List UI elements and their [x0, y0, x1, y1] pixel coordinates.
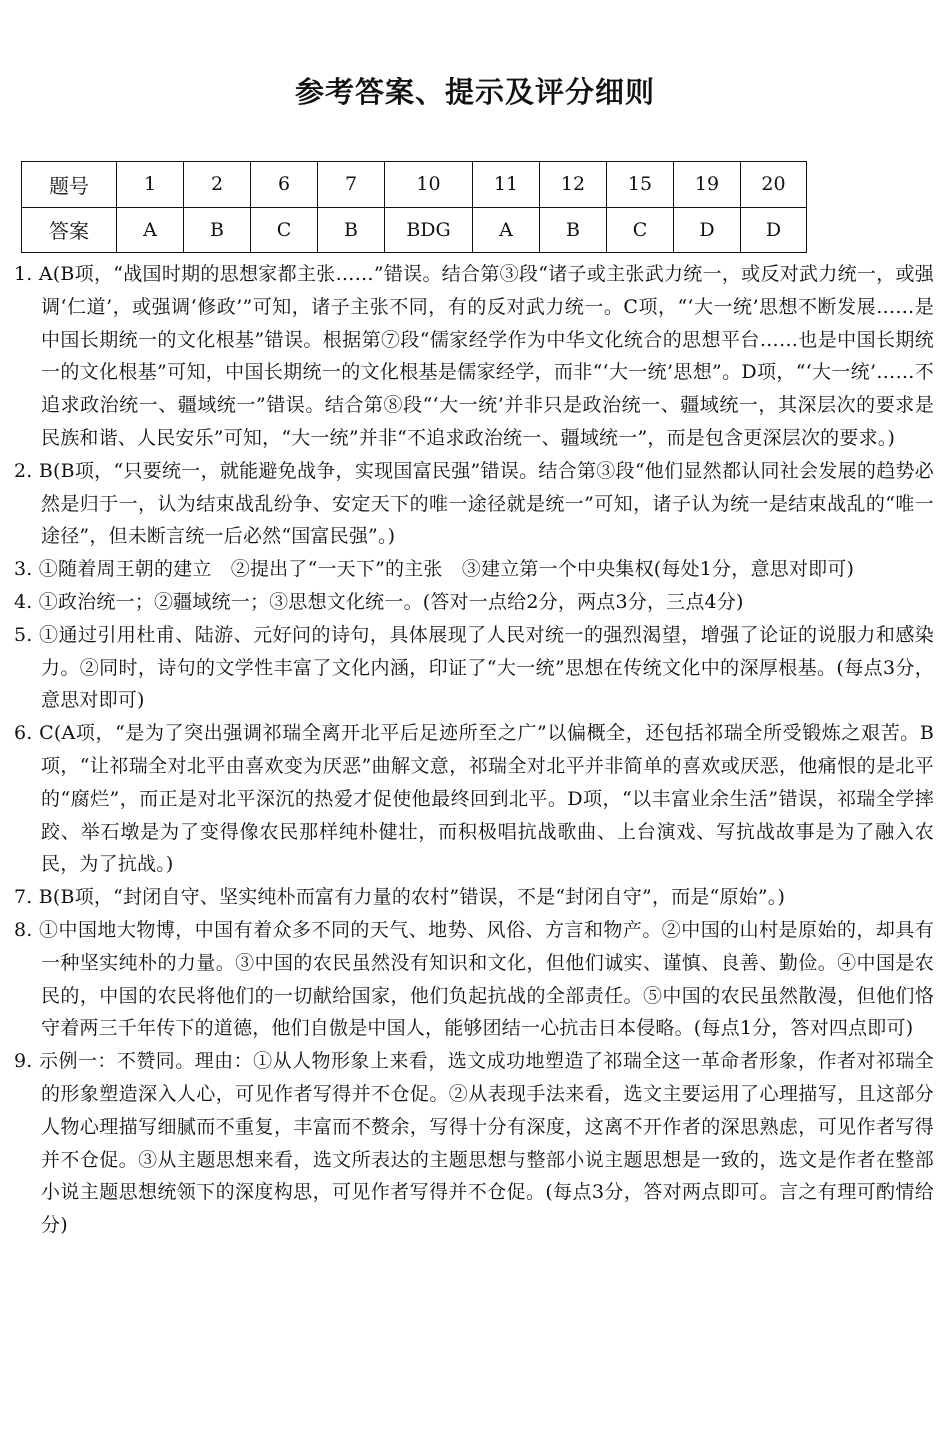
question-number-cell: 2 — [184, 162, 251, 208]
explanation-item-3: 3. ①随着周王朝的建立 ②提出了“一天下”的主张 ③建立第一个中央集权(每处1分，意思对即可) — [14, 558, 855, 581]
explanation-item-7: 7. B(B项，“封闭自守、坚实纯朴而富有力量的农村”错误，不是“封闭自守”，而是“原始”。) — [14, 886, 786, 909]
answer-cell: A — [473, 207, 540, 253]
answer-cell: C — [607, 207, 674, 253]
question-number-cell: 20 — [741, 162, 807, 208]
explanation-item-1: 1. A(B项，“战国时期的思想家都主张……”错误。结合第③段“诸子或主张武力统一，或反对武力统一，或强调‘仁道’，或强调‘修政’”可知，诸子主张不同，有的反对武力统一。C项，“‘大一统’思想不断发展……是中国长期统一的文化根基”错误。根据第⑦段“儒家经学作为中华文化统合的思想平台……也是中国长期统一的文化根基”可知，中国长期统一的文化根基是儒家经学，而非“‘大一统’思想”。D项，“‘大一统’……不追求政治统一、疆域统一”错误。结合第⑧段“‘大一统’并非只是政治统一、疆域统一，其深层次的要求是民族和谐、人民安乐”可知，“大一统”并非“不追求政治统一、疆域统一”，而是包含更深层次的要求。) — [14, 263, 934, 449]
answer-cell: D — [674, 207, 741, 253]
explanation-item-5: 5. ①通过引用杜甫、陆游、元好问的诗句，具体展现了人民对统一的强烈渴望，增强了论证的说服力和感染力。②同时，诗句的文学性丰富了文化内涵，印证了“大一统”思想在传统文化中的深厚根基。(每点3分，意思对即可) — [14, 623, 934, 712]
answer-cell: B — [318, 207, 385, 253]
explanation-item-2: 2. B(B项，“只要统一，就能避免战争，实现国富民强”错误。结合第③段“他们显然都认同社会发展的趋势必然是归于一，认为结束战乱纷争、安定天下的唯一途径就是统一”可知，诸子认为统一是结束战乱的“唯一途径”，但未断言统一后必然“国富民强”。) — [14, 459, 934, 548]
explanation-item-4: 4. ①政治统一；②疆域统一；③思想文化统一。(答对一点给2分，两点3分，三点4分) — [14, 590, 744, 613]
explanation-item-6: 6. C(A项，“是为了突出强调祁瑞全离开北平后足迹所至之广”以偏概全，还包括祁瑞全所受锻炼之艰苦。B项，“让祁瑞全对北平由喜欢变为厌恶”曲解文意，祁瑞全对北平并非简单的喜欢或厌恶，他痛恨的是北平的“腐烂”，而正是对北平深沉的热爱才促使他最终回到北平。D项，“以丰富业余生活”错误，祁瑞全学摔跤、举石墩是为了变得像农民那样纯朴健壮，而积极唱抗战歌曲、上台演戏、写抗战故事是为了融入农民，为了抗战。) — [14, 722, 934, 876]
row-header-question-number: 题号 — [22, 162, 117, 208]
explanations — [14, 258, 934, 1242]
answer-cell: B — [540, 207, 607, 253]
question-number-cell: 11 — [473, 162, 540, 208]
question-number-cell: 7 — [318, 162, 385, 208]
question-number-cell: 6 — [251, 162, 318, 208]
question-number-cell: 15 — [607, 162, 674, 208]
page-title: 参考答案、提示及评分细则 — [294, 75, 655, 109]
question-number-cell: 1 — [117, 162, 184, 208]
question-number-cell: 19 — [674, 162, 741, 208]
answer-cell: B — [184, 207, 251, 253]
answer-cell: BDG — [385, 207, 473, 253]
question-number-cell: 12 — [540, 162, 607, 208]
explanation-item-9: 9. 示例一：不赞同。理由：①从人物形象上来看，选文成功地塑造了祁瑞全这一革命者形象，作者对祁瑞全的形象塑造深入人心，可见作者写得并不仓促。②从表现手法来看，选文主要运用了心理描写，且这部分人物心理描写细腻而不重复，丰富而不赘余，写得十分有深度，这离不开作者的深思熟虑，可见作者写得并不仓促。③从主题思想来看，选文所表达的主题思想与整部小说主题思想是一致的，选文是作者在整部小说主题思想统领下的深度构思，可见作者写得并不仓促。(每点3分，答对两点即可。言之有理可酌情给分) — [14, 1050, 934, 1237]
explanation-item-8: 8. ①中国地大物博，中国有着众多不同的天气、地势、风俗、方言和物产。②中国的山村是原始的，却具有一种坚实纯朴的力量。③中国的农民虽然没有知识和文化，但他们诚实、谨慎、良善、勤俭。④中国是农民的，中国的农民将他们的一切献给国家，他们负起抗战的全部责任。⑤中国的农民虽然散漫，但他们恪守着两三千年传下的道德，他们自傲是中国人，能够团结一心抗击日本侵略。(每点1分，答对四点即可) — [14, 918, 934, 1040]
answer-cell: C — [251, 207, 318, 253]
answer-cell: A — [117, 207, 184, 253]
row-header-answer: 答案 — [22, 207, 117, 253]
answer-row — [22, 207, 807, 253]
answer-cell: D — [741, 207, 807, 253]
question-number-cell: 10 — [385, 162, 473, 208]
answer-table — [21, 161, 807, 253]
question-number-row — [22, 162, 807, 208]
